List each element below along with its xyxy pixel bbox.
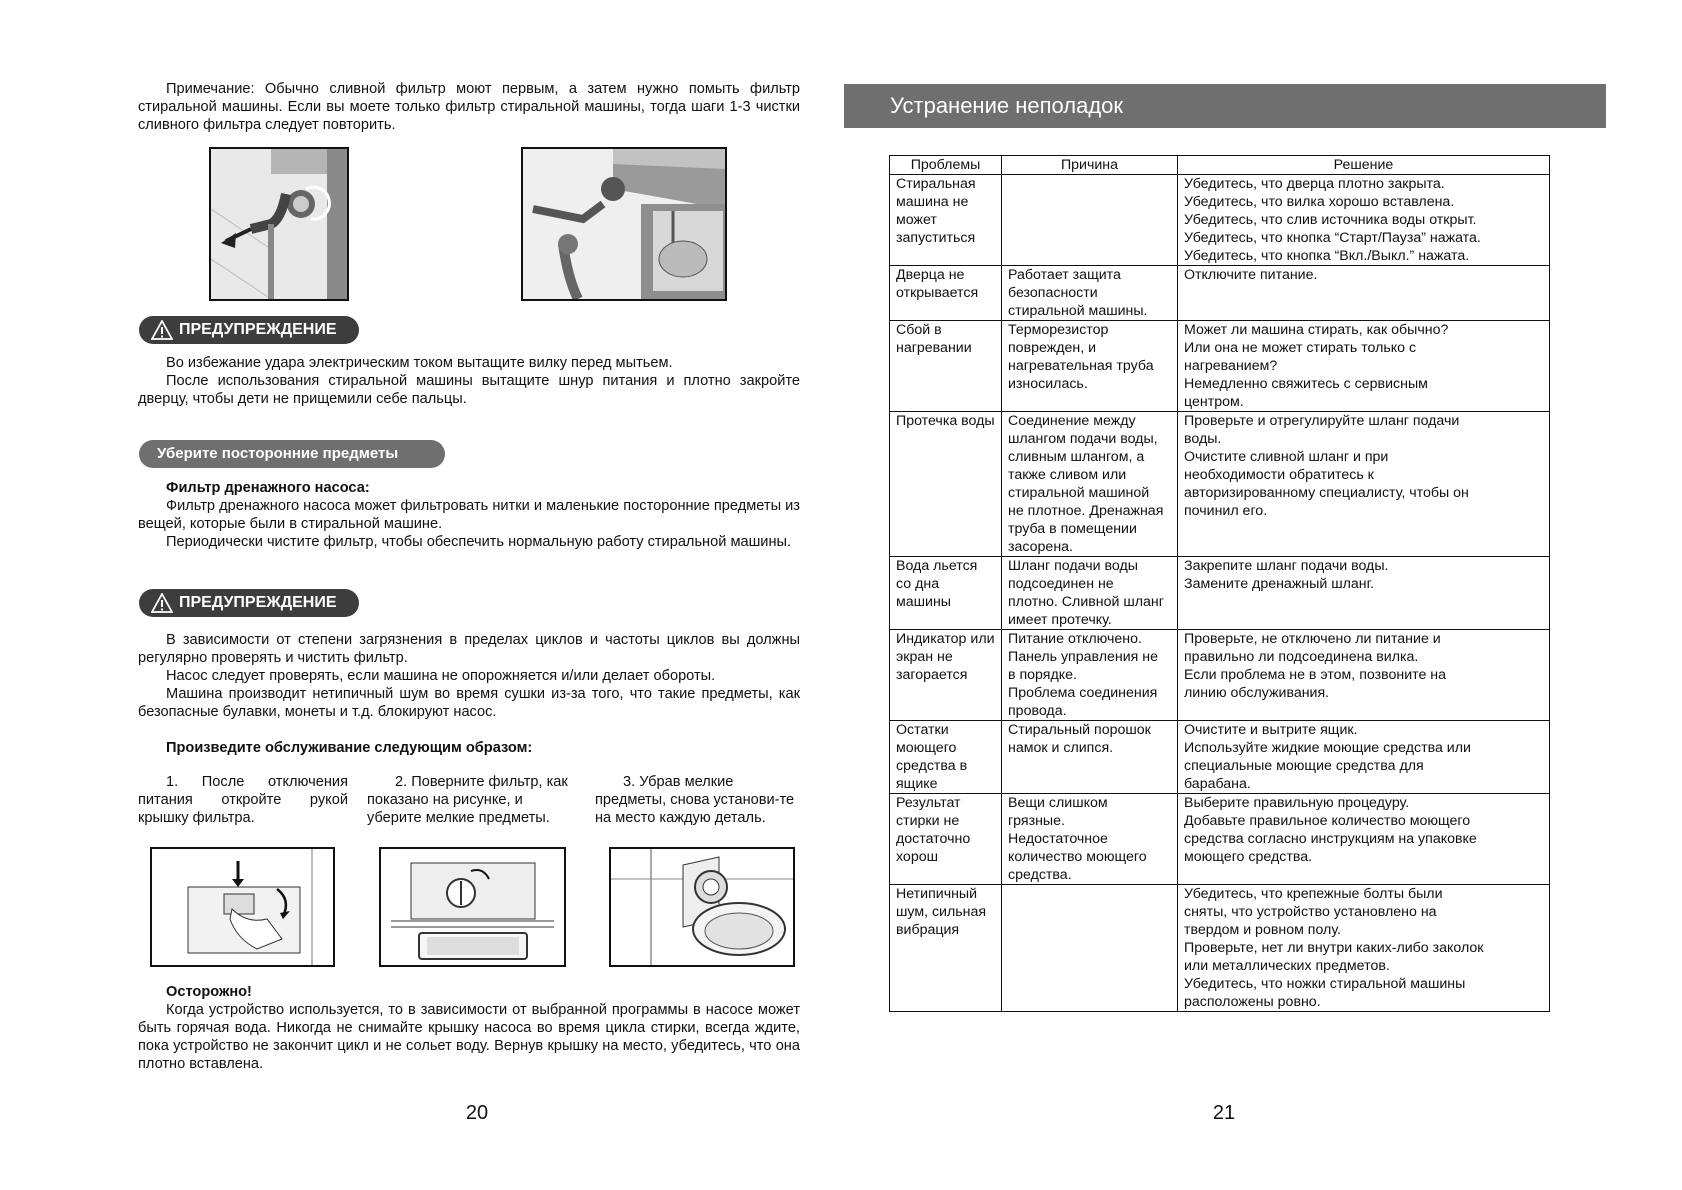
cause-line: средства. [1008, 867, 1072, 883]
cause-line: Шланг подачи воды [1008, 558, 1138, 574]
solution-line: Убедитесь, что дверца плотно закрыта. [1184, 176, 1445, 192]
table-row [890, 885, 1550, 1012]
warning2-line-2: Насос следует проверять, если машина не опорожняется и/или делает обороты. [166, 668, 716, 684]
warning2-line-3: Машина производит нетипичный шум во время сушки из-за того, что такие предметы, как безопасные булавки, монеты и т.д. блокируют насос. [138, 686, 800, 720]
cause-line: поврежден, и [1008, 340, 1097, 356]
section-title-pill: Уберите посторонние предметы [139, 440, 445, 468]
table-cell-problem [890, 885, 1002, 1012]
table-cell-problem [890, 630, 1002, 721]
table-cell-solution [1178, 175, 1550, 266]
warning-label-1: ПРЕДУПРЕЖДЕНИЕ [179, 321, 337, 338]
solution-line: Замените дренажный шланг. [1184, 576, 1374, 592]
filter-block [138, 479, 800, 551]
cause-line: подсоединен не [1008, 576, 1114, 592]
table-cell-problem [890, 557, 1002, 630]
cause-line: Панель управления не [1008, 649, 1159, 665]
warning-pill-1 [139, 316, 359, 344]
filter-heading: Фильтр дренажного насоса: [166, 480, 370, 496]
table-cell-problem [890, 412, 1002, 557]
page-number-right: 21 [1212, 1102, 1236, 1124]
problem-line: экран не [896, 649, 953, 665]
warning-text-1 [138, 354, 800, 408]
table-cell-problem [890, 321, 1002, 412]
table-row [890, 630, 1550, 721]
cause-line: Питание отключено. [1008, 631, 1142, 647]
cause-line: сливным шлангом, а [1008, 449, 1145, 465]
cause-line: грязные. [1008, 813, 1065, 829]
table-cell-cause [1002, 885, 1178, 1012]
table-cell-cause [1002, 630, 1178, 721]
problem-line: средства в [896, 758, 968, 774]
table-cell-solution [1178, 885, 1550, 1012]
solution-line: Очистите сливной шланг и при [1184, 449, 1389, 465]
table-cell-solution [1178, 412, 1550, 557]
solution-line: расположены ровно. [1184, 994, 1321, 1010]
problem-line: может [896, 212, 937, 228]
problem-line: достаточно [896, 831, 971, 847]
table-row [890, 266, 1550, 321]
table-cell-cause [1002, 412, 1178, 557]
caution-heading: Осторожно! [166, 984, 252, 1000]
solution-line: линию обслуживания. [1184, 685, 1330, 701]
table-cell-solution [1178, 266, 1550, 321]
cause-line: нагревательная труба [1008, 358, 1154, 374]
table-cell-cause [1002, 175, 1178, 266]
service-steps [138, 773, 800, 833]
cause-line: стиральной машиной [1008, 485, 1150, 501]
table-cell-solution [1178, 794, 1550, 885]
solution-line: Или она не может стирать только с [1184, 340, 1417, 356]
solution-line: Убедитесь, что вилка хорошо вставлена. [1184, 194, 1455, 210]
problem-line: нагревании [896, 340, 972, 356]
cause-line: не плотное. Дренажная [1008, 503, 1164, 519]
service-heading: Произведите обслуживание следующим образом: [166, 740, 533, 756]
table-cell-cause [1002, 794, 1178, 885]
table-cell-solution [1178, 557, 1550, 630]
table-cell-problem [890, 721, 1002, 794]
table-body [890, 175, 1550, 1012]
filter-text-1: Фильтр дренажного насоса может фильтровать нитки и маленькие посторонние предметы из вещей, которые были в стиральной машине. [138, 498, 800, 532]
cause-line: Проблема соединения [1008, 685, 1158, 701]
cause-line: провода. [1008, 703, 1067, 719]
cause-line: плотно. Сливной шланг [1008, 594, 1164, 610]
cause-line: стиральной машины. [1008, 303, 1148, 319]
solution-line: Если проблема не в этом, позвоните на [1184, 667, 1447, 683]
step1-illustration [150, 847, 335, 967]
cause-line: Работает защита [1008, 267, 1121, 283]
troubleshooting-title: Устранение неполадок [844, 84, 1606, 128]
cause-line: имеет протечку. [1008, 612, 1112, 628]
caution-text: Когда устройство используется, то в зависимости от выбранной программы в насосе может быть горячая вода. Никогда не снимайте крышку насоса во время цикла стирки, всегда ждите, пока устройство не закончит цикл и не сольет воду. Вернув крышку на место, убедитесь, что она плотно вставлена. [138, 1002, 800, 1072]
solution-line: сняты, что устройство установлено на [1184, 904, 1437, 920]
cause-line: намок и слипся. [1008, 740, 1114, 756]
cause-line: шлангом подачи воды, [1008, 431, 1158, 447]
cause-line: количество моющего [1008, 849, 1147, 865]
solution-line: Отключите питание. [1184, 267, 1318, 283]
solution-line: Убедитесь, что крепежные болты были [1184, 886, 1443, 902]
problem-line: Протечка воды [896, 413, 995, 429]
warning-triangle-icon [151, 593, 173, 613]
warning1-line-1: Во избежание удара электрическим током вытащите вилку перед мытьем. [166, 355, 673, 371]
cause-line: износилась. [1008, 376, 1088, 392]
solution-line: Очистите и вытрите ящик. [1184, 722, 1358, 738]
solution-line: Убедитесь, что кнопка “Вкл./Выкл.” нажата. [1184, 248, 1470, 264]
cause-line: Соединение между [1008, 413, 1136, 429]
problem-line: машины [896, 594, 951, 610]
problem-line: стирки не [896, 813, 960, 829]
table-row [890, 321, 1550, 412]
table-cell-cause [1002, 266, 1178, 321]
solution-line: барабана. [1184, 776, 1251, 792]
table-cell-solution [1178, 321, 1550, 412]
cause-line: в порядке. [1008, 667, 1077, 683]
table-cell-problem [890, 266, 1002, 321]
warning-label-2: ПРЕДУПРЕЖДЕНИЕ [179, 594, 337, 611]
problem-line: ящике [896, 776, 938, 792]
table-cell-solution [1178, 630, 1550, 721]
problem-line: Сбой в [896, 322, 942, 338]
solution-line: починил его. [1184, 503, 1268, 519]
table-cell-cause [1002, 721, 1178, 794]
warning-triangle-icon [151, 320, 173, 340]
cause-line: Недостаточное [1008, 831, 1108, 847]
problem-line: машина не [896, 194, 969, 210]
cause-line: безопасности [1008, 285, 1098, 301]
solution-line: специальные моющие средства для [1184, 758, 1424, 774]
step2-illustration [379, 847, 566, 967]
caution-block [138, 983, 800, 1073]
problem-line: Нетипичный [896, 886, 978, 902]
problem-line: Вода льется [896, 558, 978, 574]
table-row [890, 721, 1550, 794]
step-1: 1. После отключения питания откройте рукой крышку фильтра. [138, 774, 348, 826]
step-2: 2. Поверните фильтр, как показано на рисунке, и уберите мелкие предметы. [367, 774, 568, 826]
page-number-left: 20 [465, 1102, 489, 1124]
table-cell-problem [890, 794, 1002, 885]
warning-pill-2 [139, 589, 359, 617]
step3-illustration [609, 847, 795, 967]
problem-line: вибрация [896, 922, 960, 938]
hose-removal-illustration [209, 147, 349, 301]
cause-line: Стиральный порошок [1008, 722, 1151, 738]
problem-line: открывается [896, 285, 979, 301]
solution-line: нагреванием? [1184, 358, 1278, 374]
solution-line: Добавьте правильное количество моющего [1184, 813, 1471, 829]
solution-line: твердом и ровном полу. [1184, 922, 1341, 938]
cause-line: засорена. [1008, 539, 1073, 555]
note-paragraph: Примечание: Обычно сливной фильтр моют первым, а затем нужно помыть фильтр стиральной машины. Если вы моете только фильтр стиральной машины, тогда шаги 1-3 чистки сливного фильтра следует повторить. [138, 81, 800, 133]
header-cause: Причина [1002, 156, 1178, 175]
table-cell-cause [1002, 557, 1178, 630]
problem-line: запуститься [896, 230, 976, 246]
cause-line: труба в помещении [1008, 521, 1137, 537]
problem-line: Дверца не [896, 267, 965, 283]
table-row [890, 794, 1550, 885]
cause-line: также сливом или [1008, 467, 1127, 483]
solution-line: Убедитесь, что кнопка “Старт/Пауза” нажата. [1184, 230, 1481, 246]
solution-line: Проверьте, не отключено ли питание и [1184, 631, 1441, 647]
filter-text-2: Периодически чистите фильтр, чтобы обеспечить нормальную работу стиральной машины. [166, 534, 792, 550]
solution-line: необходимости обратитесь к [1184, 467, 1374, 483]
solution-line: центром. [1184, 394, 1244, 410]
problem-line: со дна [896, 576, 940, 592]
problem-line: Индикатор или [896, 631, 995, 647]
warning2-line-1: В зависимости от степени загрязнения в пределах циклов и частоты циклов вы должны регулярно проверять и чистить фильтр. [138, 632, 800, 666]
solution-line: авторизированному специалисту, чтобы он [1184, 485, 1469, 501]
problem-line: моющего [896, 740, 957, 756]
table-cell-cause [1002, 321, 1178, 412]
solution-line: Может ли машина стирать, как обычно? [1184, 322, 1449, 338]
table-row [890, 557, 1550, 630]
warning-text-2 [138, 631, 800, 721]
table-cell-solution [1178, 721, 1550, 794]
step-3: 3. Убрав мелкие предметы, снова установи-те на место каждую деталь. [595, 774, 795, 826]
solution-line: Немедленно свяжитесь с сервисным [1184, 376, 1428, 392]
filter-rinsing-illustration [521, 147, 727, 301]
table-row [890, 412, 1550, 557]
troubleshooting-table [889, 155, 1550, 1012]
cause-line: Вещи слишком [1008, 795, 1108, 811]
table-cell-problem [890, 175, 1002, 266]
solution-line: воды. [1184, 431, 1222, 447]
solution-line: Убедитесь, что слив источника воды открыт. [1184, 212, 1477, 228]
solution-line: Проверьте, нет ли внутри каких-либо заколок [1184, 940, 1484, 956]
problem-line: шум, сильная [896, 904, 987, 920]
problem-line: загорается [896, 667, 968, 683]
header-problems: Проблемы [890, 156, 1002, 175]
problem-line: Результат [896, 795, 961, 811]
warning1-line-2: После использования стиральной машины вытащите шнур питания и плотно закройте дверцу, чтобы дети не прищемили себе пальцы. [138, 373, 800, 407]
solution-line: Проверьте и отрегулируйте шланг подачи [1184, 413, 1460, 429]
problem-line: хорош [896, 849, 938, 865]
table-header-row [890, 156, 1550, 175]
problem-line: Остатки [896, 722, 949, 738]
table-row [890, 175, 1550, 266]
cause-line: Терморезистор [1008, 322, 1109, 338]
solution-line: средства согласно инструкциям на упаковке [1184, 831, 1477, 847]
solution-line: Выберите правильную процедуру. [1184, 795, 1410, 811]
header-solution: Решение [1178, 156, 1550, 175]
solution-line: моющего средства. [1184, 849, 1313, 865]
solution-line: Используйте жидкие моющие средства или [1184, 740, 1471, 756]
solution-line: Убедитесь, что ножки стиральной машины [1184, 976, 1466, 992]
solution-line: правильно ли подсоединена вилка. [1184, 649, 1419, 665]
problem-line: Стиральная [896, 176, 976, 192]
solution-line: или металлических предметов. [1184, 958, 1390, 974]
solution-line: Закрепите шланг подачи воды. [1184, 558, 1389, 574]
